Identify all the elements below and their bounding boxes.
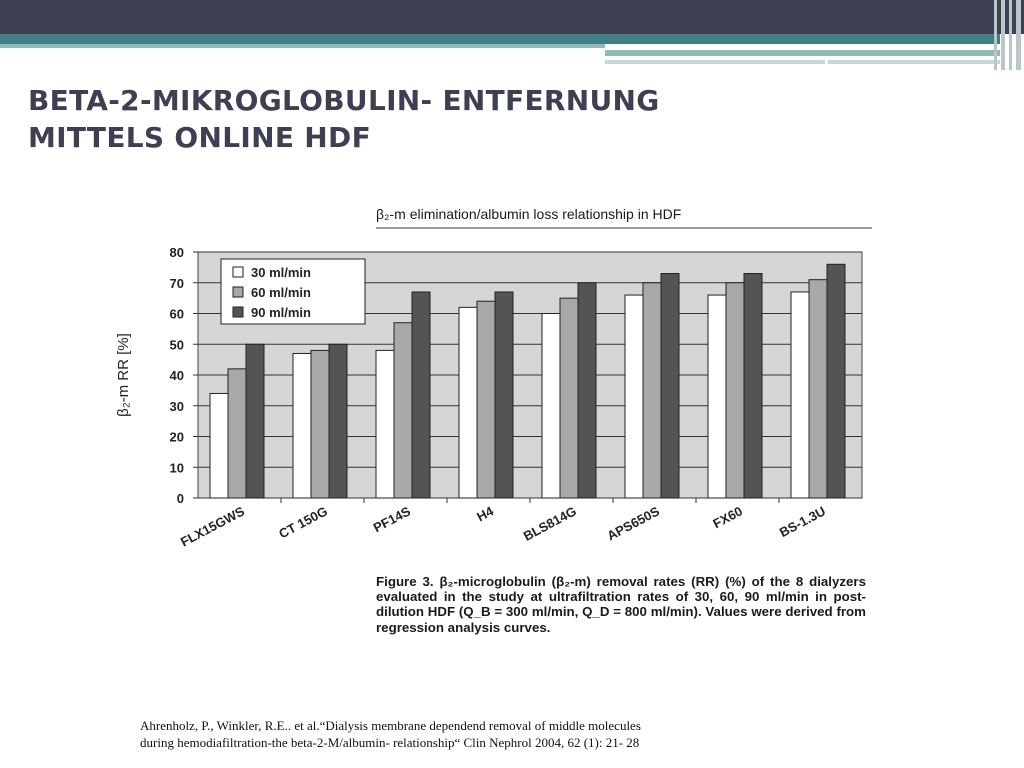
x-tick-label: FX60 [710, 503, 745, 532]
legend-label: 90 ml/min [251, 305, 311, 320]
legend-label: 60 ml/min [251, 285, 311, 300]
legend-swatch [233, 287, 243, 297]
slide-title-line-2: MITTELS ONLINE HDF [28, 121, 372, 154]
x-tick-label: PF14S [370, 503, 413, 536]
bar [329, 344, 347, 498]
bar [376, 350, 394, 498]
bar [210, 393, 228, 498]
bar [495, 292, 513, 498]
bar [560, 298, 578, 498]
citation [140, 717, 840, 751]
bar [228, 369, 246, 498]
bar [708, 295, 726, 498]
bar [542, 314, 560, 499]
bar [726, 283, 744, 498]
x-tick-label: FLX15GWS [177, 503, 247, 550]
x-tick-label: BS-1.3U [776, 503, 828, 541]
bar [578, 283, 596, 498]
slide-title-line-1: BETA-2-MIKROGLOBULIN- ENTFERNUNG [28, 84, 660, 117]
chart-title: β₂-m elimination/albumin loss relationship in HDF [376, 206, 682, 222]
bar [394, 323, 412, 498]
bar [412, 292, 430, 498]
x-tick-label: H4 [474, 503, 496, 525]
y-tick-label: 0 [176, 491, 184, 506]
bar [293, 353, 311, 498]
y-tick-label: 40 [169, 368, 184, 383]
citation-line-2: during hemodiafiltration-the beta-2-M/albumin- relationship“ Clin Nephrol 2004, 62 (1): 21- 28 [140, 735, 640, 750]
bar [744, 274, 762, 498]
x-tick-label: BLS814G [520, 503, 579, 544]
bar [459, 307, 477, 498]
bar [477, 301, 495, 498]
y-tick-label: 30 [169, 398, 184, 414]
figure-caption: Figure 3. β₂-microglobulin (β₂-m) removal rates (RR) (%) of the 8 dialyzers evaluated in the study at ultrafiltration rates of 30, 60, 90 ml/min in post-dilution HDF (Q_B = 300 ml/min, Q_D = 800 ml/min). Values were derived from regression analysis curves. [376, 574, 866, 635]
y-tick-label: 60 [169, 306, 184, 322]
bar [661, 274, 679, 498]
y-axis-label: β₂-m RR [%] [115, 333, 132, 417]
bar [246, 344, 264, 498]
citation-line-1: Ahrenholz, P., Winkler, R.E.. et al.“Dialysis membrane dependend removal of middle molecules [140, 718, 641, 733]
y-tick-label: 20 [169, 429, 184, 445]
bar [827, 264, 845, 498]
legend-swatch [233, 267, 243, 277]
bar [791, 292, 809, 498]
bar [311, 350, 329, 498]
y-tick-label: 80 [169, 245, 184, 260]
bar [809, 280, 827, 498]
bar [625, 295, 643, 498]
y-tick-label: 10 [169, 460, 184, 476]
x-tick-label: APS650S [604, 503, 662, 544]
legend-label: 30 ml/min [251, 265, 311, 280]
legend-swatch [233, 307, 243, 317]
y-tick-label: 50 [169, 337, 184, 353]
bar [643, 283, 661, 498]
y-tick-label: 70 [169, 275, 184, 291]
x-tick-label: CT 150G [276, 503, 330, 542]
